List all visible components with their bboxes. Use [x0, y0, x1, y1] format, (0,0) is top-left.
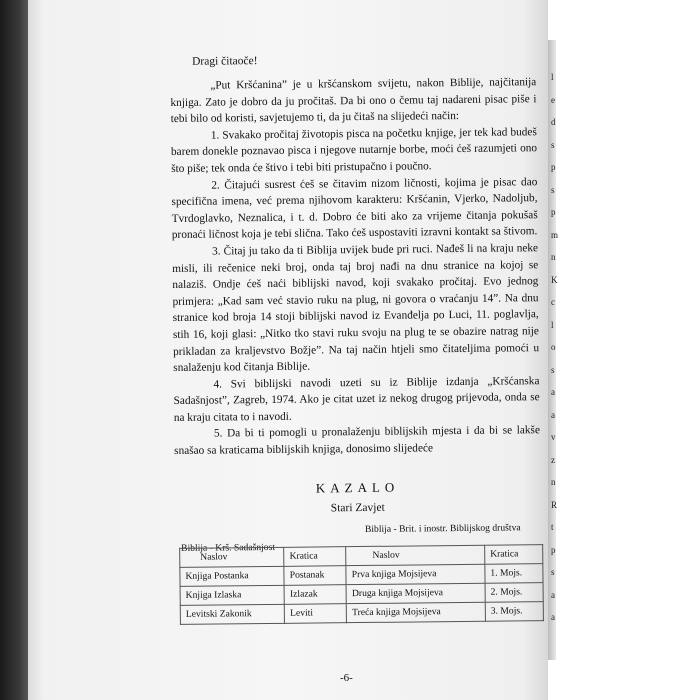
- table-group-left: Biblija - Krš. Sadašnjost: [181, 541, 276, 554]
- edge-letter: a: [551, 589, 555, 600]
- edge-letter: p: [551, 544, 556, 555]
- edge-letter: v: [551, 432, 556, 442]
- edge-letter: d: [551, 117, 556, 127]
- edge-letter: s: [551, 184, 555, 195]
- paragraph: 5. Da bi ti pomogli u pronalaženju biblijskih mjesta i da bi se lakše snašao sa kraticama biblijskih knjiga, donosimo slijedeće: [174, 424, 541, 458]
- table-cell: 1. Mojs.: [485, 563, 543, 583]
- table-cell: Izlazak: [284, 584, 346, 604]
- table-group-right: Biblija - Brit. i inostr. Biblijskog društva: [364, 522, 521, 535]
- facing-page-letters: [551, 66, 557, 629]
- edge-letter: n: [551, 252, 556, 262]
- table-header-cell: Naslov: [346, 545, 485, 565]
- edge-letter: l: [551, 72, 554, 82]
- table-cell: Druga knjiga Mojsijeva: [346, 583, 485, 603]
- table-header-cell: Kratica: [485, 544, 543, 564]
- table-cell: 3. Mojs.: [485, 601, 543, 621]
- table-header-cell: Naslov: [180, 547, 284, 567]
- table-header-cell: Kratica: [284, 546, 346, 566]
- table-cell: 2. Mojs.: [485, 582, 543, 602]
- table-cell: Knjiga Postanka: [180, 566, 284, 586]
- table-cell: Leviti: [285, 603, 347, 623]
- index-table: [179, 541, 544, 625]
- edge-letter: e: [551, 94, 555, 105]
- edge-letter: s: [551, 567, 555, 577]
- page-number: -6-: [340, 672, 353, 684]
- edge-letter: n: [551, 477, 556, 487]
- edge-letter: p: [551, 162, 556, 172]
- paragraph: 2. Čitajući susrest ćeš se čitavim nizom ličnosti, kojima je pisac dao specifična imena, već prema njihovom karakteru: Kršćanin, Vjerko, Nadoljub, Tvrdoglavko, Neznalica, i t. d. Dobro će biti ako za vrijeme čitanja pokušaš pronaći ličnost koja je tebi slična. Tako ćeš uspostaviti izravni kontakt sa štivom.: [171, 175, 538, 242]
- edge-letter: a: [551, 409, 555, 420]
- table-row: [180, 601, 543, 624]
- table-cell: Prva knjiga Mojsijeva: [346, 564, 485, 584]
- edge-letter: R: [551, 499, 558, 510]
- index-table-wrap: [173, 514, 544, 630]
- edge-letter: t: [551, 522, 554, 532]
- edge-letter: a: [551, 612, 555, 622]
- edge-letter: s: [551, 364, 555, 375]
- page-content: [170, 52, 542, 629]
- edge-letter: o: [551, 342, 556, 352]
- edge-letter: z: [551, 454, 555, 465]
- table-cell: Knjiga Izlaska: [180, 585, 284, 605]
- index-subheading: Stari Zavjet: [330, 501, 385, 514]
- edge-letter: l: [551, 319, 554, 330]
- table-cell: Postanak: [284, 565, 346, 585]
- edge-letter: m: [551, 229, 559, 240]
- facing-page: [548, 0, 700, 700]
- index-heading: KAZALO: [315, 479, 400, 496]
- edge-letter: p: [551, 207, 556, 217]
- table-cell: Levitski Zakonik: [180, 604, 284, 624]
- table-cell: Treća knjiga Mojsijeva: [347, 602, 486, 622]
- paragraph: 1. Svakako pročitaj životopis pisca na početku knjige, jer tek kad budeš barem donekle poznavao pisca i njegove nutarnje borbe, moći ćeš razumjeti ono što piše; tek onda će štivo i tebi biti pristupačno i poučno.: [170, 125, 538, 175]
- paragraph: 4. Svi biblijski navodi uzeti su iz Biblije izdanja „Kršćanska Sadašnjost”, Zagreb, 1974. Ako je citat uzet iz nekog drugog prijevoda, onda se na kraju citata to i navodi.: [173, 374, 540, 424]
- edge-letter: a: [551, 387, 555, 397]
- paragraph: 3. Čitaj ju tako da ti Biblija uvijek bude pri ruci. Nađeš li na kraju neke misli, ili rečenice neki broj, onda taj broj nađi na dnu stranice na kojoj se nalaziš. Ondje ćeš naći biblijski navod, koji svakako pročitaj. Evo jednog primjera: „Kad sam već stavio ruku na plug, ni govora o vraćanju 14”. Na dnu stranice kod broja 14 stoji biblijski navod iz Evanđelja po Luci, 11. poglavlja, stih 16, koji glasi: „Nitko tko stavi ruku svoju na plug te se obazire natrag nije prikladan za kraljevstvo Božje”. Na taj način htjeli smo čitateljima pomoći u snalaženju kod čitanja Biblije.: [172, 242, 540, 375]
- greeting: Dragi čitaoče!: [191, 55, 258, 68]
- edge-letter: c: [551, 297, 555, 307]
- book-spine: [0, 0, 28, 700]
- paragraph: „Put Kršćanina” je u kršćanskom svijetu, nakon Biblije, najčitanija knjiga. Zato je dobro da ju pročitaš. Da bi ono o čemu taj nadareni pisac piše i tebi bilo od koristi, savjetujemo ti, da ju čitaš na slijedeći način:: [170, 76, 537, 126]
- edge-letter: K: [551, 274, 558, 285]
- edge-letter: s: [551, 139, 555, 150]
